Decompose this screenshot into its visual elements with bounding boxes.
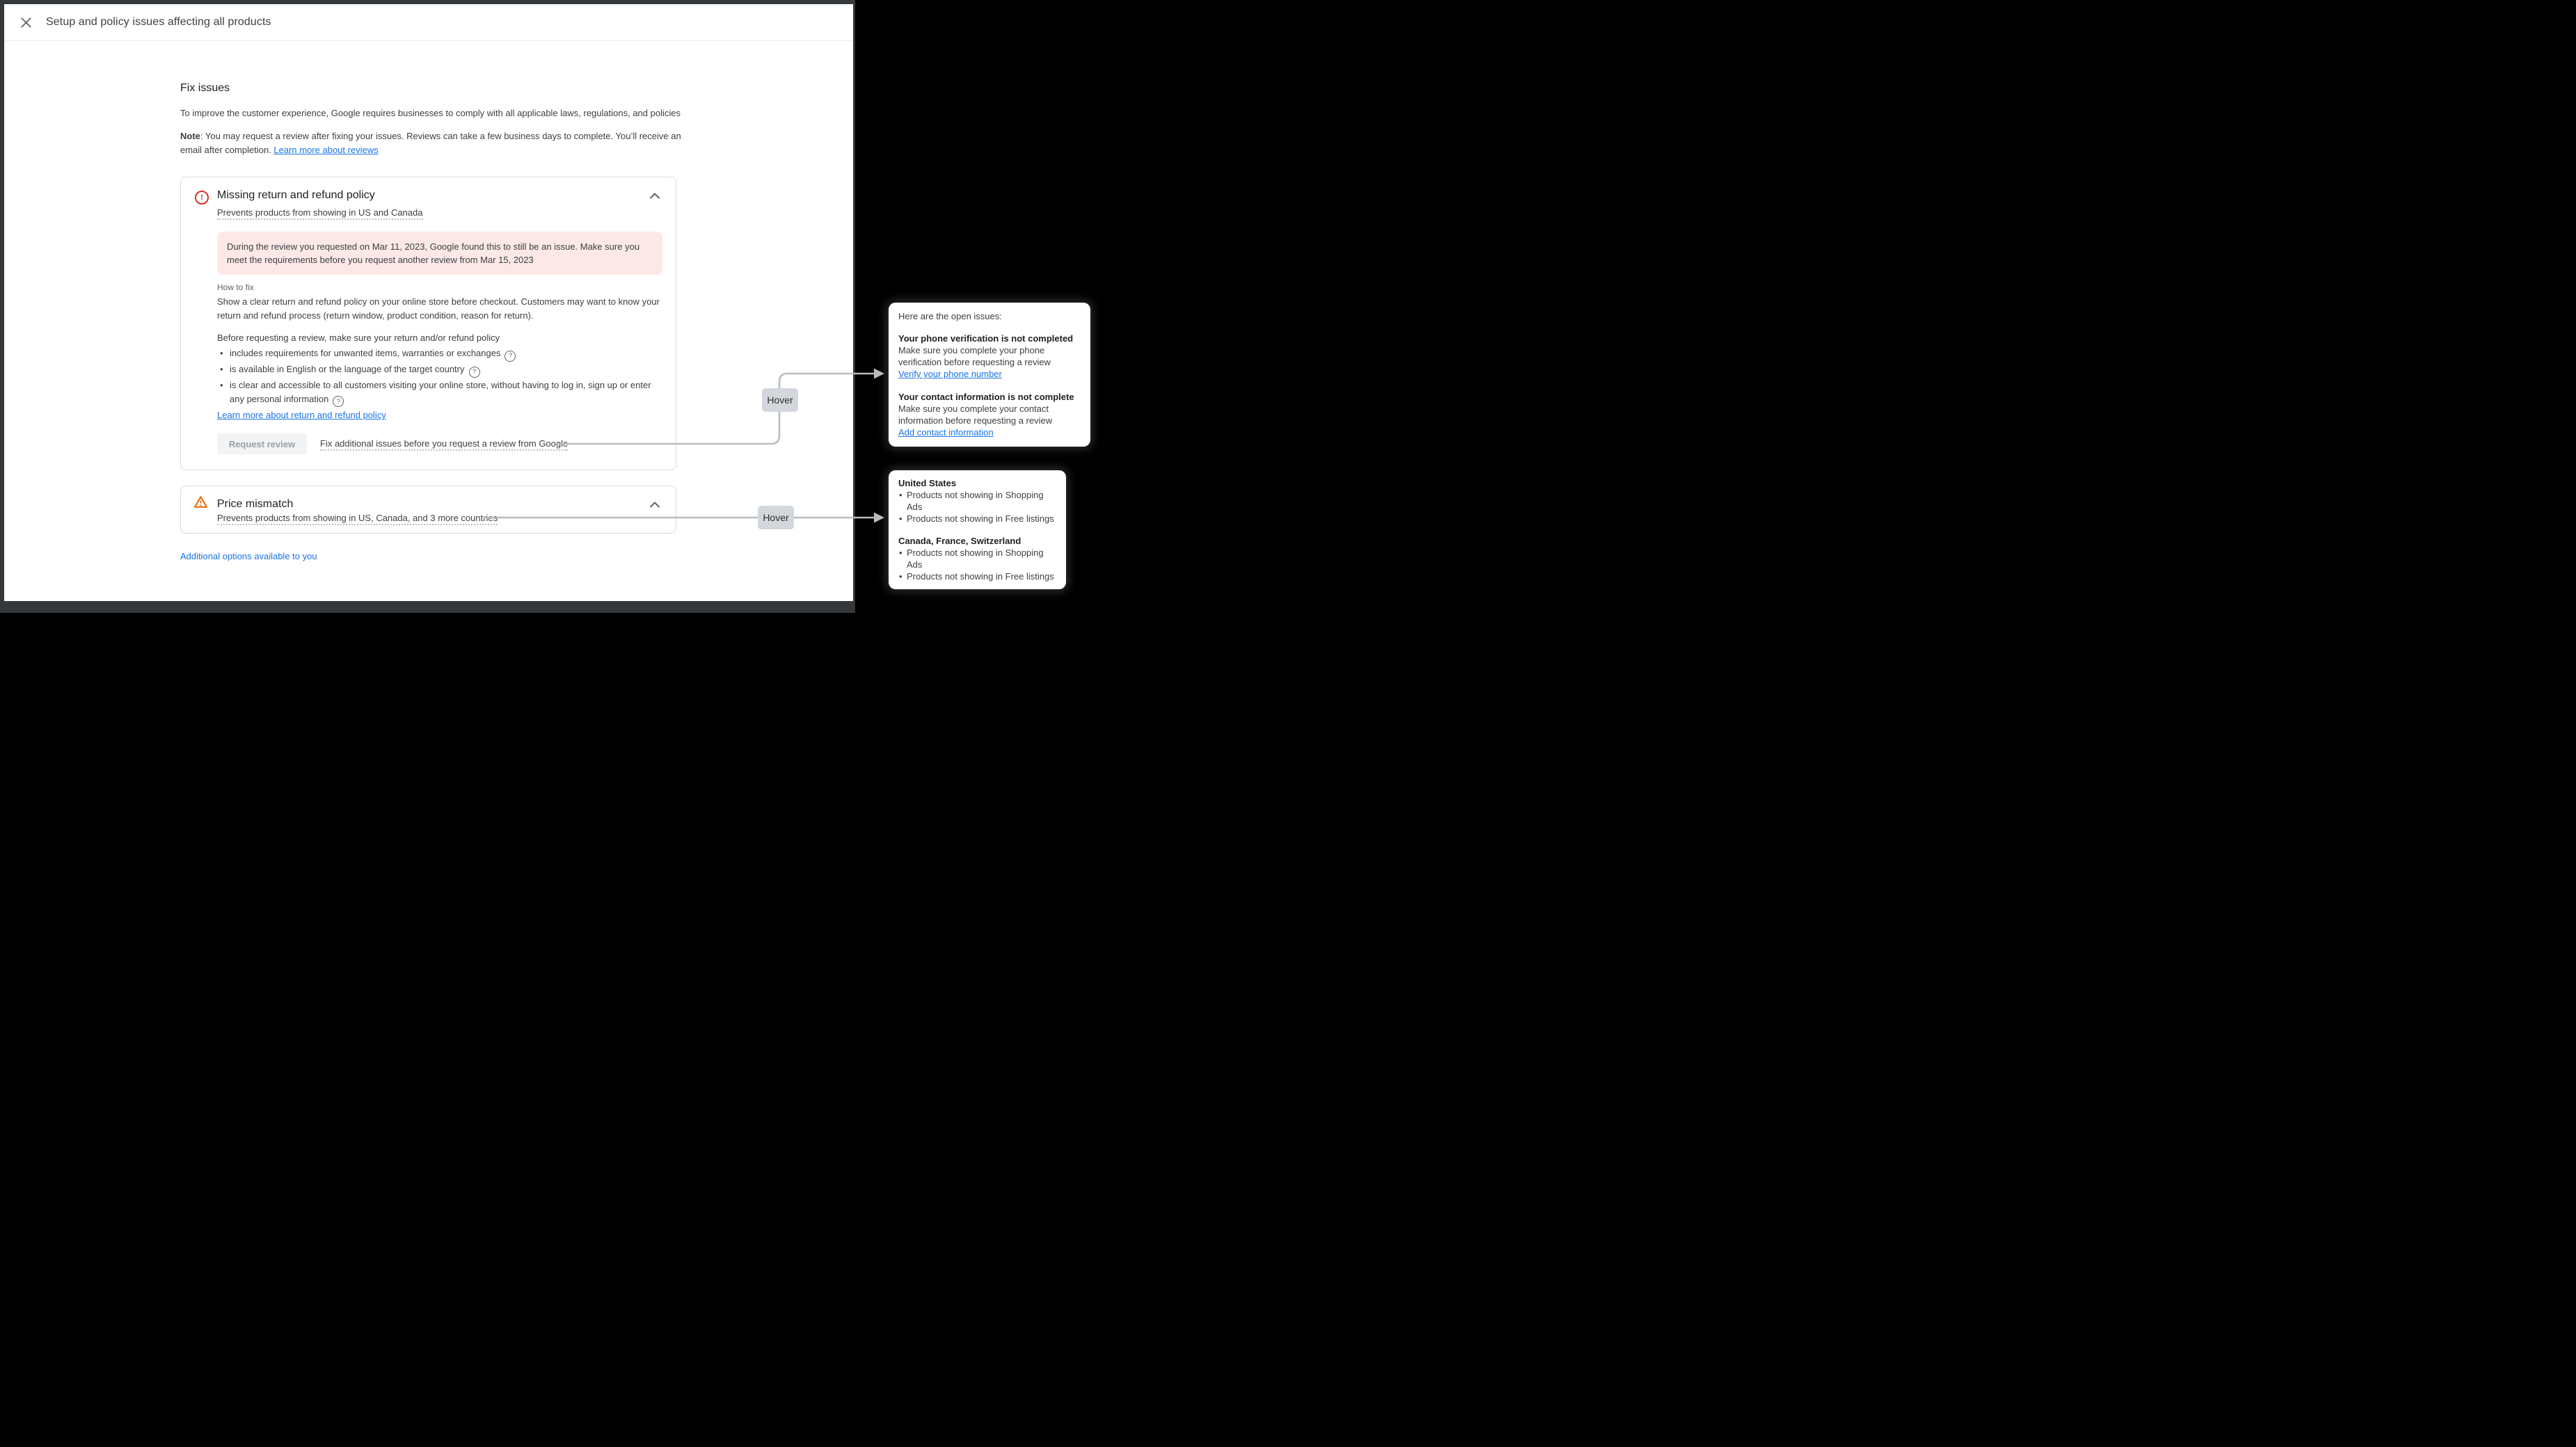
tooltip-country-issues	[898, 489, 1056, 525]
tooltip-country-issue: • Products not showing in Free listings	[898, 570, 1056, 582]
tooltip-country-title: Canada, France, Switzerland	[898, 536, 1021, 546]
collapse-button[interactable]	[646, 189, 663, 202]
additional-options-link[interactable]: Additional options available to you	[180, 551, 317, 561]
note-label: Note	[180, 131, 200, 141]
tooltip-country-group-us	[898, 477, 1056, 525]
chevron-up-icon	[649, 193, 660, 199]
tooltip-issue-text: Make sure you complete your contact information before requesting a review	[898, 403, 1053, 426]
checklist-item: • is available in English or the language of the target country ?	[217, 362, 666, 378]
issue-card-missing-return-policy	[180, 177, 676, 470]
checklist	[217, 346, 666, 408]
tooltip-country-issue: • Products not showing in Shopping Ads	[898, 489, 1056, 513]
hover-chip-label: Hover	[763, 512, 789, 523]
checklist-item: • includes requirements for unwanted items, warranties or exchanges ?	[217, 346, 666, 362]
note-paragraph	[180, 129, 688, 157]
hover-chip-label: Hover	[767, 394, 793, 406]
issue-card-price-mismatch	[180, 486, 676, 534]
dialog-panel	[4, 4, 853, 601]
intro-text: To improve the customer experience, Google requires businesses to comply with all applicable laws, regulations, and policies	[180, 108, 681, 118]
close-icon	[20, 17, 32, 29]
how-to-fix-text: Show a clear return and refund policy on your online store before checkout. Customers may want to know your return and refund process (return window, product condition, reason for return).	[217, 296, 660, 321]
tooltip-issue-title: Your phone verification is not completed	[898, 333, 1074, 344]
tooltip-issue-phone	[898, 333, 1081, 380]
issue-subtitle-tooltip-trigger[interactable]: Prevents products from showing in US, Canada, and 3 more countries	[217, 513, 498, 525]
issue-title: Missing return and refund policy	[217, 189, 375, 201]
close-button[interactable]	[19, 15, 33, 29]
fix-issues-heading: Fix issues	[180, 82, 230, 94]
tooltip-countries	[889, 470, 1066, 589]
tooltip-issue-contact	[898, 391, 1081, 438]
tooltip-open-issues	[889, 303, 1090, 447]
tooltip-issue-title: Your contact information is not complete	[898, 392, 1074, 402]
chevron-up-icon	[649, 502, 660, 508]
checklist-intro: Before requesting a review, make sure your return and/or refund policy	[217, 333, 500, 343]
tooltip-country-issue: • Products not showing in Shopping Ads	[898, 547, 1056, 570]
request-review-button[interactable]: Request review	[217, 433, 307, 454]
dialog-title: Setup and policy issues affecting all products	[46, 16, 271, 28]
issue-subtitle-tooltip-trigger[interactable]: Prevents products from showing in US and Canada	[217, 207, 423, 220]
note-text: : You may request a review after fixing your issues. Reviews can take a few business days to complete. You’ll receive an email after completion.	[180, 131, 681, 155]
tooltip-issue-text: Make sure you complete your phone verification before requesting a review	[898, 345, 1051, 367]
tooltip-country-issues	[898, 547, 1056, 582]
tooltip-country-title: United States	[898, 478, 957, 488]
learn-more-return-policy-link[interactable]: Learn more about return and refund policy	[217, 410, 386, 420]
learn-more-reviews-link[interactable]: Learn more about reviews	[273, 144, 379, 155]
tooltip-country-issue: • Products not showing in Free listings	[898, 513, 1056, 525]
help-icon[interactable]: ?	[504, 351, 516, 362]
review-alert: During the review you requested on Mar 11, 2023, Google found this to still be an issue. Make sure you meet the requirements before you request another review from Mar 15, 2023	[217, 232, 662, 275]
verify-phone-link[interactable]: Verify your phone number	[898, 369, 1002, 379]
dialog-header	[4, 4, 853, 41]
help-icon[interactable]: ?	[469, 367, 480, 378]
collapse-button[interactable]	[646, 497, 663, 511]
add-contact-info-link[interactable]: Add contact information	[898, 427, 994, 438]
issue-title: Price mismatch	[217, 498, 294, 510]
error-icon: !	[195, 191, 209, 205]
fix-additional-issues-text[interactable]: Fix additional issues before you request a review from Google	[320, 438, 568, 451]
arrowhead-countries	[874, 513, 884, 523]
how-to-fix-label: How to fix	[217, 282, 254, 292]
arrowhead-open-issues	[874, 369, 884, 379]
checklist-item: • is clear and accessible to all customers visiting your online store, without having to log in, sign up or enter any personal information ?	[217, 378, 666, 408]
warning-icon	[193, 495, 208, 509]
hover-chip-1	[762, 388, 798, 412]
help-icon[interactable]: ?	[333, 396, 344, 407]
tooltip-intro: Here are the open issues:	[898, 311, 1002, 321]
hover-chip-2	[758, 506, 794, 529]
tooltip-country-group-others	[898, 535, 1056, 582]
